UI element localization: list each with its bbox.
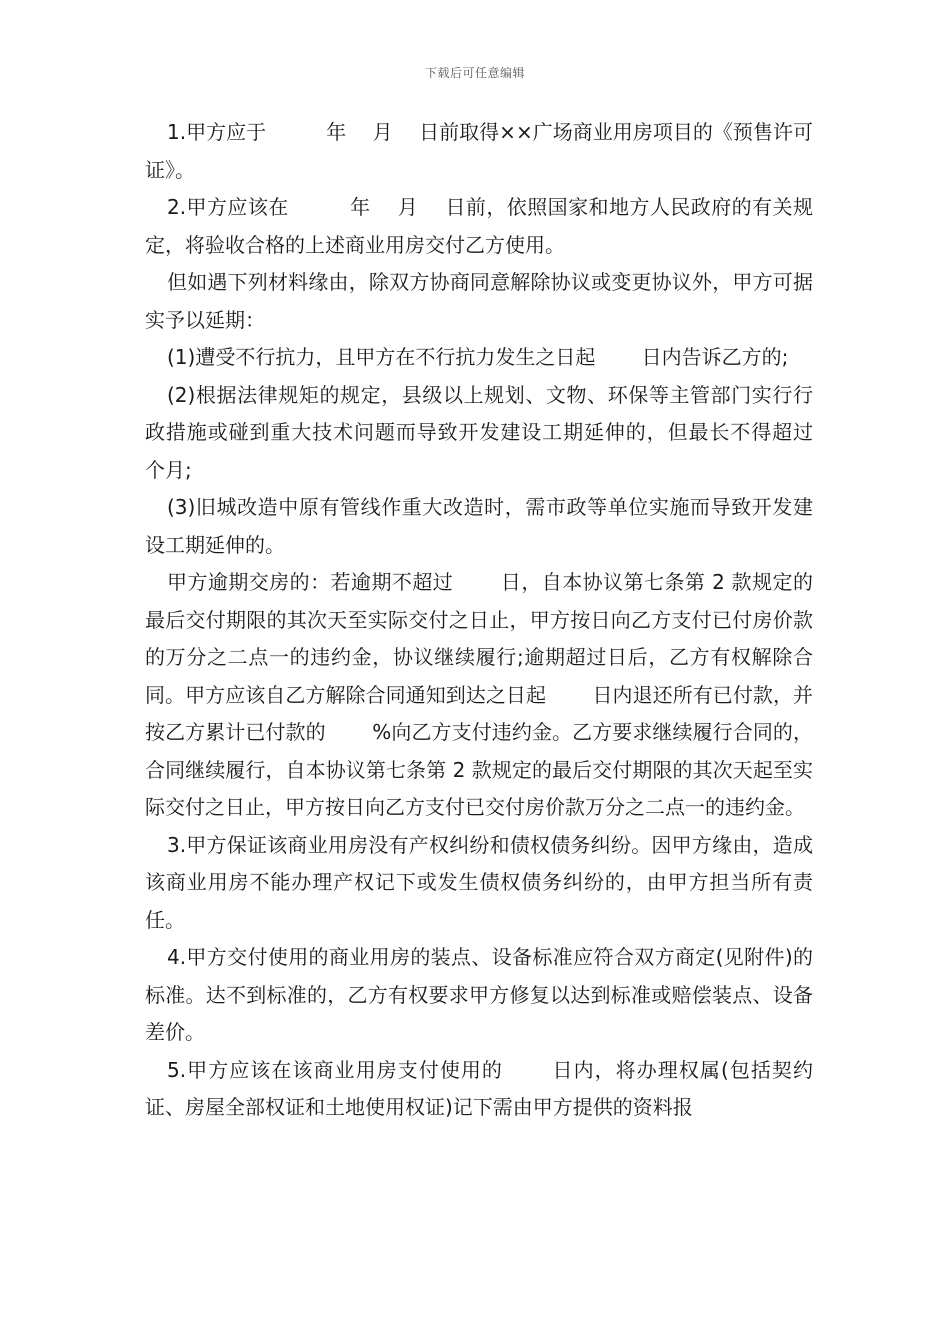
paragraph-clause-1: 1.甲方应于 年 月 日前取得××广场商业用房项目的《预售许可证》。 bbox=[145, 120, 813, 182]
document-body bbox=[145, 114, 840, 1127]
paragraph-extension-intro: 但如遇下列材料缘由，除双方协商同意解除协议或变更协议外，甲方可据实予以延期： bbox=[145, 270, 813, 332]
paragraph-clause-4: 4.甲方交付使用的商业用房的装点、设备标准应符合双方商定(见附件)的标准。达不到标准的，乙方有权要求甲方修复以达到标准或赔偿装点、设备差价。 bbox=[145, 945, 813, 1044]
paragraph-item-3: (3)旧城改造中原有管线作重大改造时，需市政等单位实施而导致开发建设工期延伸的。 bbox=[145, 495, 813, 557]
paragraph-clause-5: 5.甲方应该在该商业用房支付使用的 日内，将办理权属(包括契约证、房屋全部权证和土地使用权证)记下需由甲方提供的资料报 bbox=[145, 1057, 813, 1119]
paragraph-late-delivery: 甲方逾期交房的：若逾期不超过 日，自本协议第七条第 2 款规定的最后交付期限的其次天至实际交付之日止，甲方按日向乙方支付已付房价款的万分之二点一的违约金，协议继续履行;逾期超过日后，乙方有权解除合同。甲方应该自乙方解除合同通知到达之日起 日内退还所有已付款，并按乙方累计已付款的 %向乙方支付违约金。乙方要求继续履行合同的，合同继续履行，自本协议第七条第 2 款规定的最后交付期限的其次天起至实际交付之日止，甲方按日向乙方支付已交付房价款万分之二点一的违约金。 bbox=[145, 570, 813, 819]
header-note: 下载后可任意编辑 bbox=[424, 66, 525, 80]
paragraph-clause-2: 2.甲方应该在 年 月 日前，依照国家和地方人民政府的有关规定，将验收合格的上述商业用房交付乙方使用。 bbox=[145, 195, 813, 257]
paragraph-item-2: (2)根据法律规矩的规定，县级以上规划、文物、环保等主管部门实行行政措施或碰到重大技术问题而导致开发建设工期延伸的，但最长不得超过 个月; bbox=[145, 382, 840, 482]
paragraph-item-1: (1)遭受不行抗力，且甲方在不行抗力发生之日起 日内告诉乙方的; bbox=[167, 345, 789, 369]
paragraph-clause-3: 3.甲方保证该商业用房没有产权纠纷和债权债务纠纷。因甲方缘由，造成该商业用房不能办理产权记下或发生债权债务纠纷的，由甲方担当所有责任。 bbox=[145, 832, 813, 932]
